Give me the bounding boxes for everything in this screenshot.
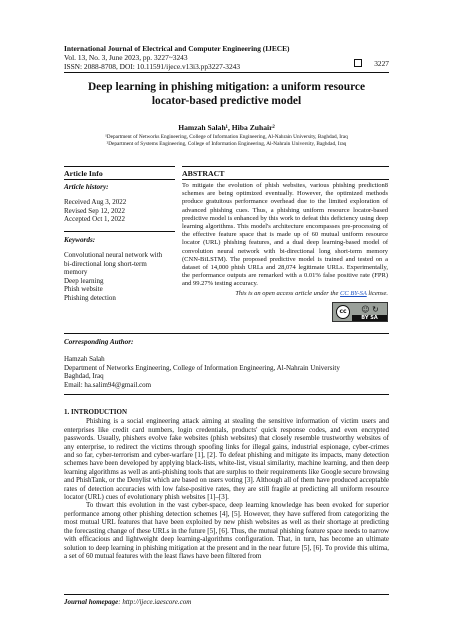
keywords-list	[64, 251, 164, 303]
cc-license-badge[interactable]	[332, 302, 388, 322]
corresponding-rule	[64, 394, 389, 395]
journal-homepage	[64, 598, 191, 606]
introduction-section	[64, 408, 389, 560]
open-access-prefix: This is an open access article under the	[235, 290, 341, 297]
keyword-item: Deep learning	[64, 276, 104, 285]
paper-title	[64, 80, 389, 108]
article-info-rule-top	[64, 166, 175, 167]
keywords-label: Keywords:	[64, 236, 96, 244]
article-info-rule	[64, 179, 175, 180]
journal-volume: Vol. 13, No. 3, June 2023, pp. 3227~3243	[64, 53, 188, 62]
affiliation-1: ¹Department of Networks Engineering, College of Information Engineering, Al-Nahrain University, Baghdad, Iraq	[105, 134, 348, 140]
title-line-2: locator-based predictive model	[151, 95, 302, 107]
corresponding-city: Baghdad, Iraq	[64, 372, 104, 381]
title-line-1: Deep learning in phishing mitigation: a uniform resource	[87, 81, 366, 93]
person-icon: ☺	[361, 305, 370, 314]
corresponding-heading: Corresponding Author:	[64, 338, 134, 346]
introduction-paragraph-2: To thwart this evolution in the vast cyber-space, deep learning knowledge has been evoked for superior performance among other phishing detection schemes [4], [5]. However, they have suffered from categorizing the most mutual URL features that have been exploited by new phish websites as well as their shortage at predicting the forecasting change of these URLs in the future [5], [6]. Thus, the mutual phishing feature space needs to narrow with efficacious and lightweight deep learning-algorithms configuration. That, in turn, has become an ultimate solution to deep learning in phishing mitigation at the present and in the near future [5], [6]. To provide this ultima, a set of 60 mutual features with the least flaws have been filtered from	[64, 501, 389, 560]
sa-label: SA	[370, 315, 378, 321]
by-label: BY	[361, 315, 369, 321]
license-link[interactable]: CC BY-SA	[340, 290, 367, 297]
keyword-item: Phish website	[64, 285, 103, 294]
abstract-bottom-rule	[64, 333, 389, 334]
corresponding-name: Hamzah Salah	[64, 355, 105, 363]
abstract-rule	[182, 179, 389, 180]
keyword-item: Phishing detection	[64, 293, 116, 302]
corresponding-block	[64, 355, 394, 389]
abstract-rule-top	[182, 166, 389, 167]
badge-icons	[353, 304, 387, 315]
badge-label	[352, 315, 387, 321]
open-access-suffix: license.	[366, 290, 388, 297]
page-number-text: 3227	[374, 59, 389, 68]
received-date: Received Aug 3, 2022	[64, 198, 127, 206]
header-rule	[64, 72, 389, 73]
keywords-rule	[64, 231, 175, 232]
page-box-icon	[354, 59, 362, 67]
accepted-date: Accepted Oct 1, 2022	[64, 215, 126, 224]
introduction-paragraph-1: Phishing is a social engineering attack aiming at stealing the sensitive information of victim users and enterprises like credit card numbers, login credentials, products' quick response codes, and even encrypted passwords. Usually, phishers evolve fake websites (phish websites) that closely resemble trustworthy websites of any enterprise, to redirect the victims through spoofing links for illegal gains, industrial espionage, cyber-crimes and so far, cyber-terrorism and cyber-warfare [1], [2]. To defeat phishing and mitigate its impacts, many detection schemes have been developed by applying black-lists, white-list, visual similarity, machine learning, and then deep learning algorithms as well as anti-phishing tools that are surplus to their requirements like Google secure browsing and PhishTank, or the Denylist which are based on users voting [3]. Although all of them have produced acceptable rates of detection accuracies with low false-positive rates, they are still fragile at predicting all uniform resource locator (URL) cues of evolutionary phish websites [1]–[3].	[64, 417, 389, 502]
journal-issn: ISSN: 2088-8708, DOI: 10.11591/ijece.v13i3.pp3227-3243	[64, 62, 241, 71]
keyword-item: Convolutional neural network with bi-directional long short-term memory	[64, 251, 163, 277]
homepage-label: Journal homepage	[64, 598, 119, 606]
footer-rule	[64, 594, 389, 595]
corresponding-dept: Department of Networks Engineering, College of Information Engineering, Al-Nahrain University	[64, 363, 340, 372]
share-alike-icon: ↻	[372, 305, 379, 314]
creative-commons-icon: cc	[336, 305, 350, 319]
authors: Hamzah Salah¹, Hiba Zuhair²	[178, 123, 275, 132]
introduction-heading: 1. INTRODUCTION	[64, 408, 128, 416]
article-history	[64, 198, 164, 224]
article-info-heading: Article Info	[64, 169, 103, 178]
abstract-heading: ABSTRACT	[182, 169, 225, 178]
journal-name: International Journal of Electrical and Computer Engineering (IJECE)	[64, 44, 290, 53]
corresponding-email: Email: ha.salim94@gmail.com	[64, 380, 152, 389]
homepage-url[interactable]: : http://ijece.iaescore.com	[118, 598, 192, 606]
abstract-text: To mitigate the evolution of phish websites, various phishing prediction8 schemes are being optimized eventually. However, the optimized methods produce gratuitous performance overhead due to the limited exploration of advanced phishing cues. Thus, a phishing uniform resource locator-based predictive model is enhanced by this work to defeat this deficiency using deep learning algorithms. This model's architecture encompasses pre-processing of the effective feature space that is made up of 60 mutual uniform resource locator (URL) phishing features, and a dual deep learning-based model of convolution neural network with bi-directional long short-term memory (CNN-BiLSTM). The proposed predictive model is trained and tested on a dataset of 14,000 phish URLs and 28,074 legitimate URLs. Experimentally, the performance outputs are remarked with a 0.01% false positive rate (FPR) and 99.27% testing accuracy.	[182, 182, 388, 288]
history-label: Article history:	[64, 183, 109, 191]
revised-date: Revised Sep 12, 2022	[64, 206, 126, 215]
affiliation-2: ²Department of Systems Engineering, College of Information Engineering, Al-Nahrain University, Baghdad, Iraq	[106, 141, 347, 147]
page-number	[354, 59, 389, 68]
open-access-note	[182, 290, 388, 297]
